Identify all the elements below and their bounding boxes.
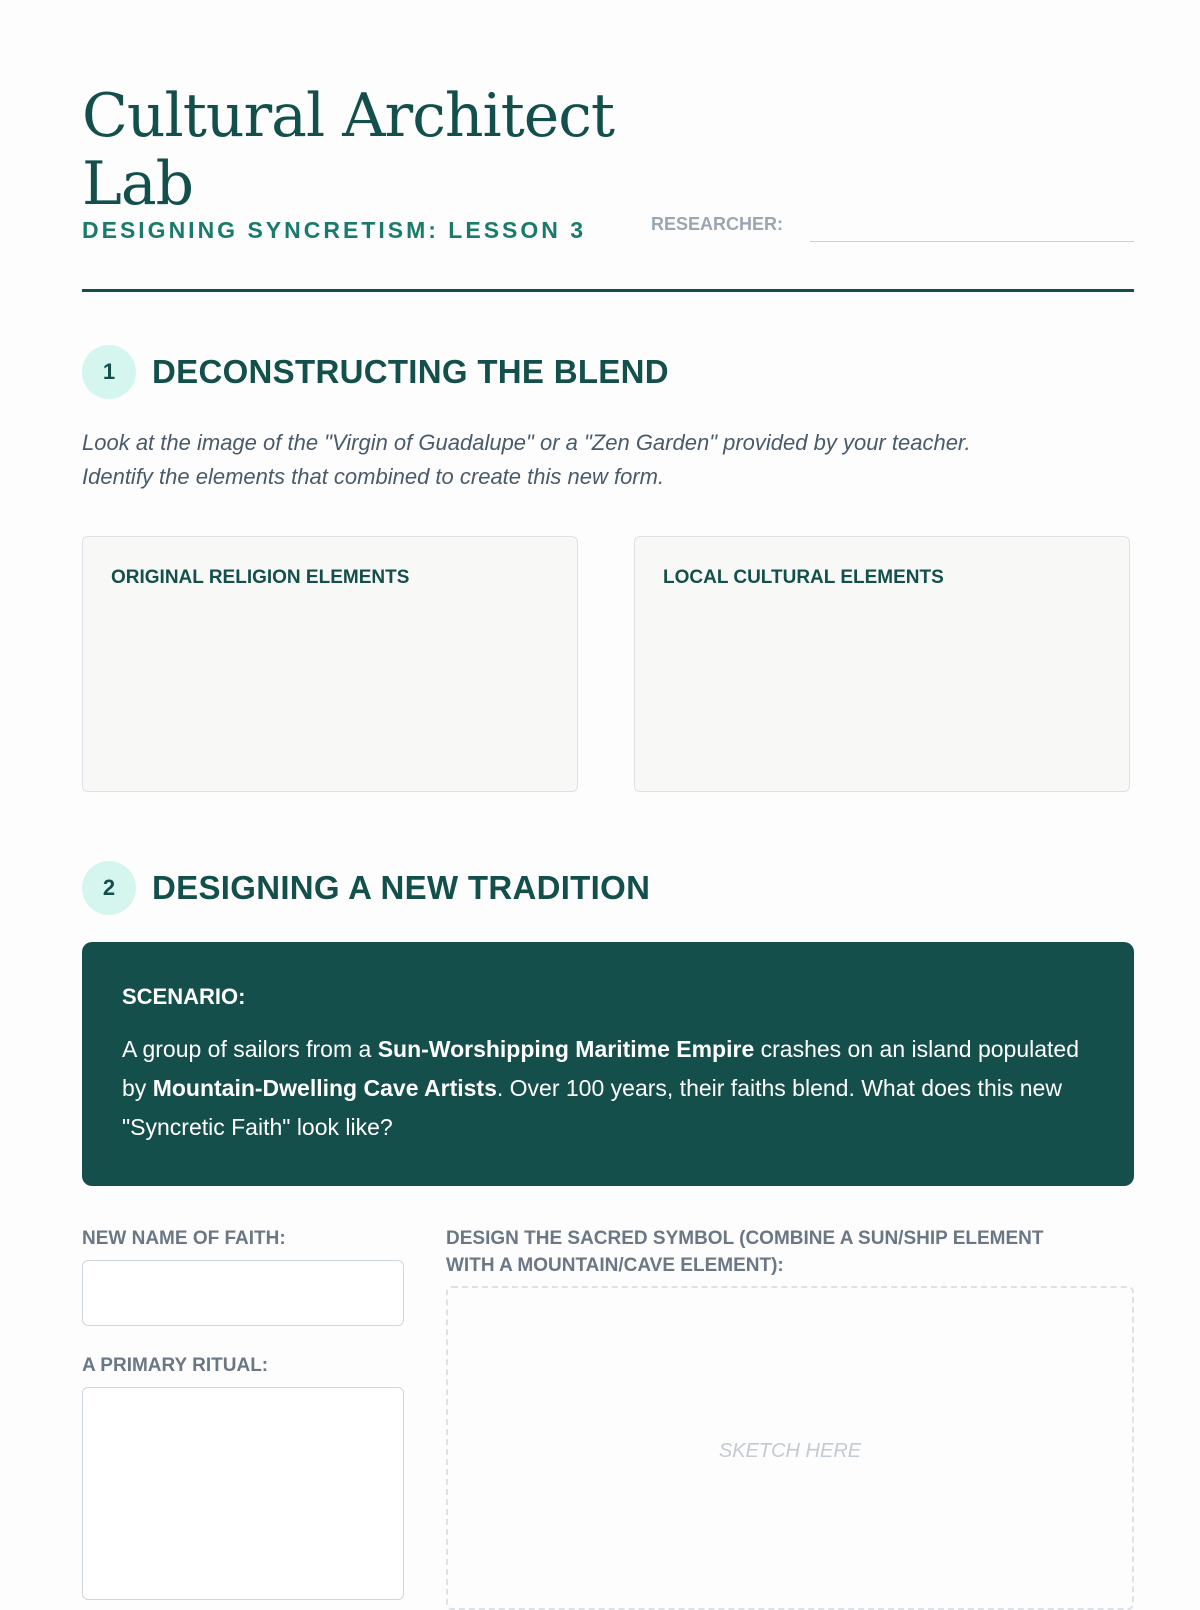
scenario-card xyxy=(82,942,1134,1186)
title-line-1: Cultural Architect xyxy=(82,81,614,151)
original-religion-elements-label: ORIGINAL RELIGION ELEMENTS xyxy=(111,567,410,588)
section-2-number-badge: 2 xyxy=(82,861,136,915)
primary-ritual-label: A PRIMARY RITUAL: xyxy=(82,1355,269,1376)
faith-name-input[interactable] xyxy=(82,1260,404,1326)
faith-name-label: NEW NAME OF FAITH: xyxy=(82,1228,286,1249)
worksheet-header xyxy=(82,0,1134,292)
scenario-text-a: A group of sailors from a xyxy=(122,1036,378,1062)
scenario-bold-a: Sun-Worshipping Maritime Empire xyxy=(377,1036,755,1062)
section-2-heading xyxy=(82,861,650,915)
scenario-bold-b: Mountain-Dwelling Cave Artists xyxy=(152,1075,497,1101)
primary-ritual-input[interactable] xyxy=(82,1387,404,1600)
sacred-symbol-sketch-area[interactable] xyxy=(446,1286,1134,1610)
instructions-line-2: Identify the elements that combined to create this new form. xyxy=(82,464,665,489)
sacred-symbol-label-line-1: DESIGN THE SACRED SYMBOL (COMBINE A SUN/SHIP ELEMENT xyxy=(446,1228,1044,1249)
scenario-text xyxy=(122,1030,1094,1147)
scenario-heading: SCENARIO: xyxy=(122,984,246,1009)
section-1-instructions xyxy=(82,426,1134,494)
researcher-name-line[interactable] xyxy=(810,241,1134,242)
sketch-hint: SKETCH HERE xyxy=(718,1440,862,1462)
section-1-number-badge: 1 xyxy=(82,345,136,399)
scenario-text-b: crashes on an island populated by xyxy=(122,1036,1080,1101)
original-religion-elements-box[interactable] xyxy=(82,536,578,792)
sacred-symbol-label xyxy=(446,1225,1044,1279)
sacred-symbol-label-line-2: WITH A MOUNTAIN/CAVE ELEMENT): xyxy=(446,1255,784,1276)
researcher-label: RESEARCHER: xyxy=(651,214,784,234)
local-cultural-elements-box[interactable] xyxy=(634,536,1130,792)
title-line-2: Lab xyxy=(82,149,194,219)
section-1-title: DECONSTRUCTING THE BLEND xyxy=(152,353,669,390)
scenario-text-c: . Over 100 years, their faiths blend. What does this new "Syncretic Faith" look like? xyxy=(122,1075,1062,1140)
worksheet-page xyxy=(82,0,1134,1462)
header-divider xyxy=(82,289,1134,292)
page-title xyxy=(82,82,614,218)
lesson-subtitle: DESIGNING SYNCRETISM: LESSON 3 xyxy=(82,217,587,243)
section-1-heading xyxy=(82,345,669,399)
instructions-line-1: Look at the image of the "Virgin of Guadalupe" or a "Zen Garden" provided by your teacher. xyxy=(82,430,971,455)
section-2-title: DESIGNING A NEW TRADITION xyxy=(152,869,651,906)
local-cultural-elements-label: LOCAL CULTURAL ELEMENTS xyxy=(663,567,944,588)
